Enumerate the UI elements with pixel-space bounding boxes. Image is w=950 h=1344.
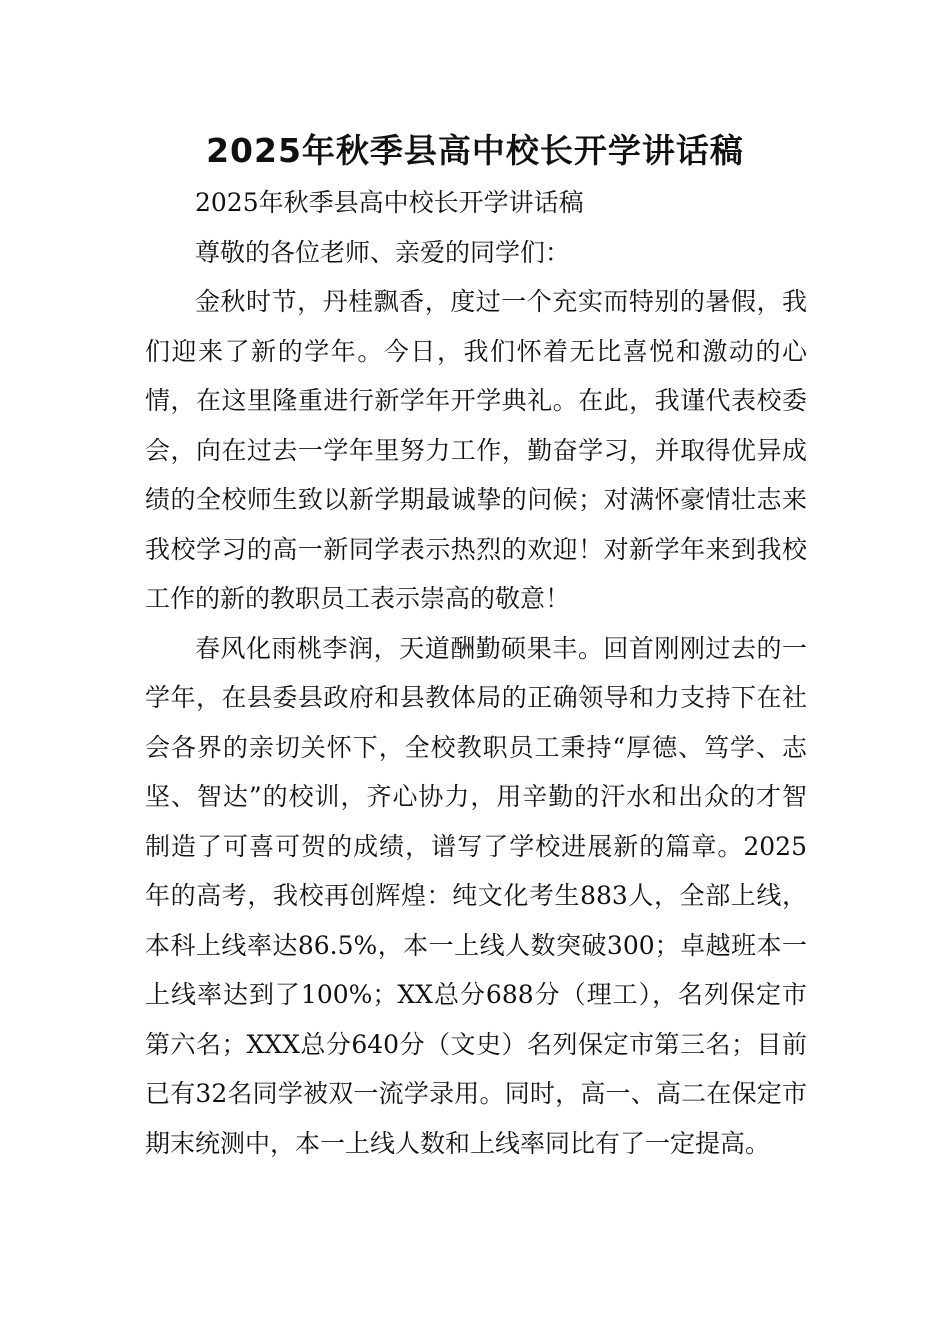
document-body [145,178,807,1168]
document-subtitle: 2025年秋季县高中校长开学讲话稿 [195,188,584,217]
paragraph-1: 金秋时节，丹桂飘香，度过一个充实而特别的暑假，我们迎来了新的学年。今日，我们怀着无比喜悦和激动的心情，在这里隆重进行新学年开学典礼。在此，我谨代表校委会，向在过去一学年里努力工作，勤奋学习，并取得优异成绩的全校师生致以新学期最诚挚的问候；对满怀豪情壮志来我校学习的高一新同学表示热烈的欢迎！对新学年来到我校工作的新的教职员工表示崇高的敬意！ [145,287,807,613]
greeting: 尊敬的各位老师、亲爱的同学们： [195,237,571,267]
document-title: 2025年秋季县高中校长开学讲话稿 [206,131,744,170]
paragraph-2: 春风化雨桃李润，天道酬勤硕果丰。回首刚刚过去的一学年，在县委县政府和县教体局的正确领导和力支持下在社会各界的亲切关怀下，全校教职员工秉持“厚德、笃学、志坚、智达”的校训，齐心协力，用辛勤的汗水和出众的才智制造了可喜可贺的成绩，谱写了学校进展新的篇章。2025年的高考，我校再创辉煌：纯文化考生883人，全部上线，本科上线率达86.5%，本一上线人数突破300；卓越班本一上线率达到了100%；XX总分688分（理工），名列保定市第六名；XXX总分640分（文史）名列保定市第三名；目前已有32名同学被双一流学录用。同时，高一、高二在保定市期末统测中，本一上线人数和上线率同比有了一定提高。 [145,633,807,1158]
